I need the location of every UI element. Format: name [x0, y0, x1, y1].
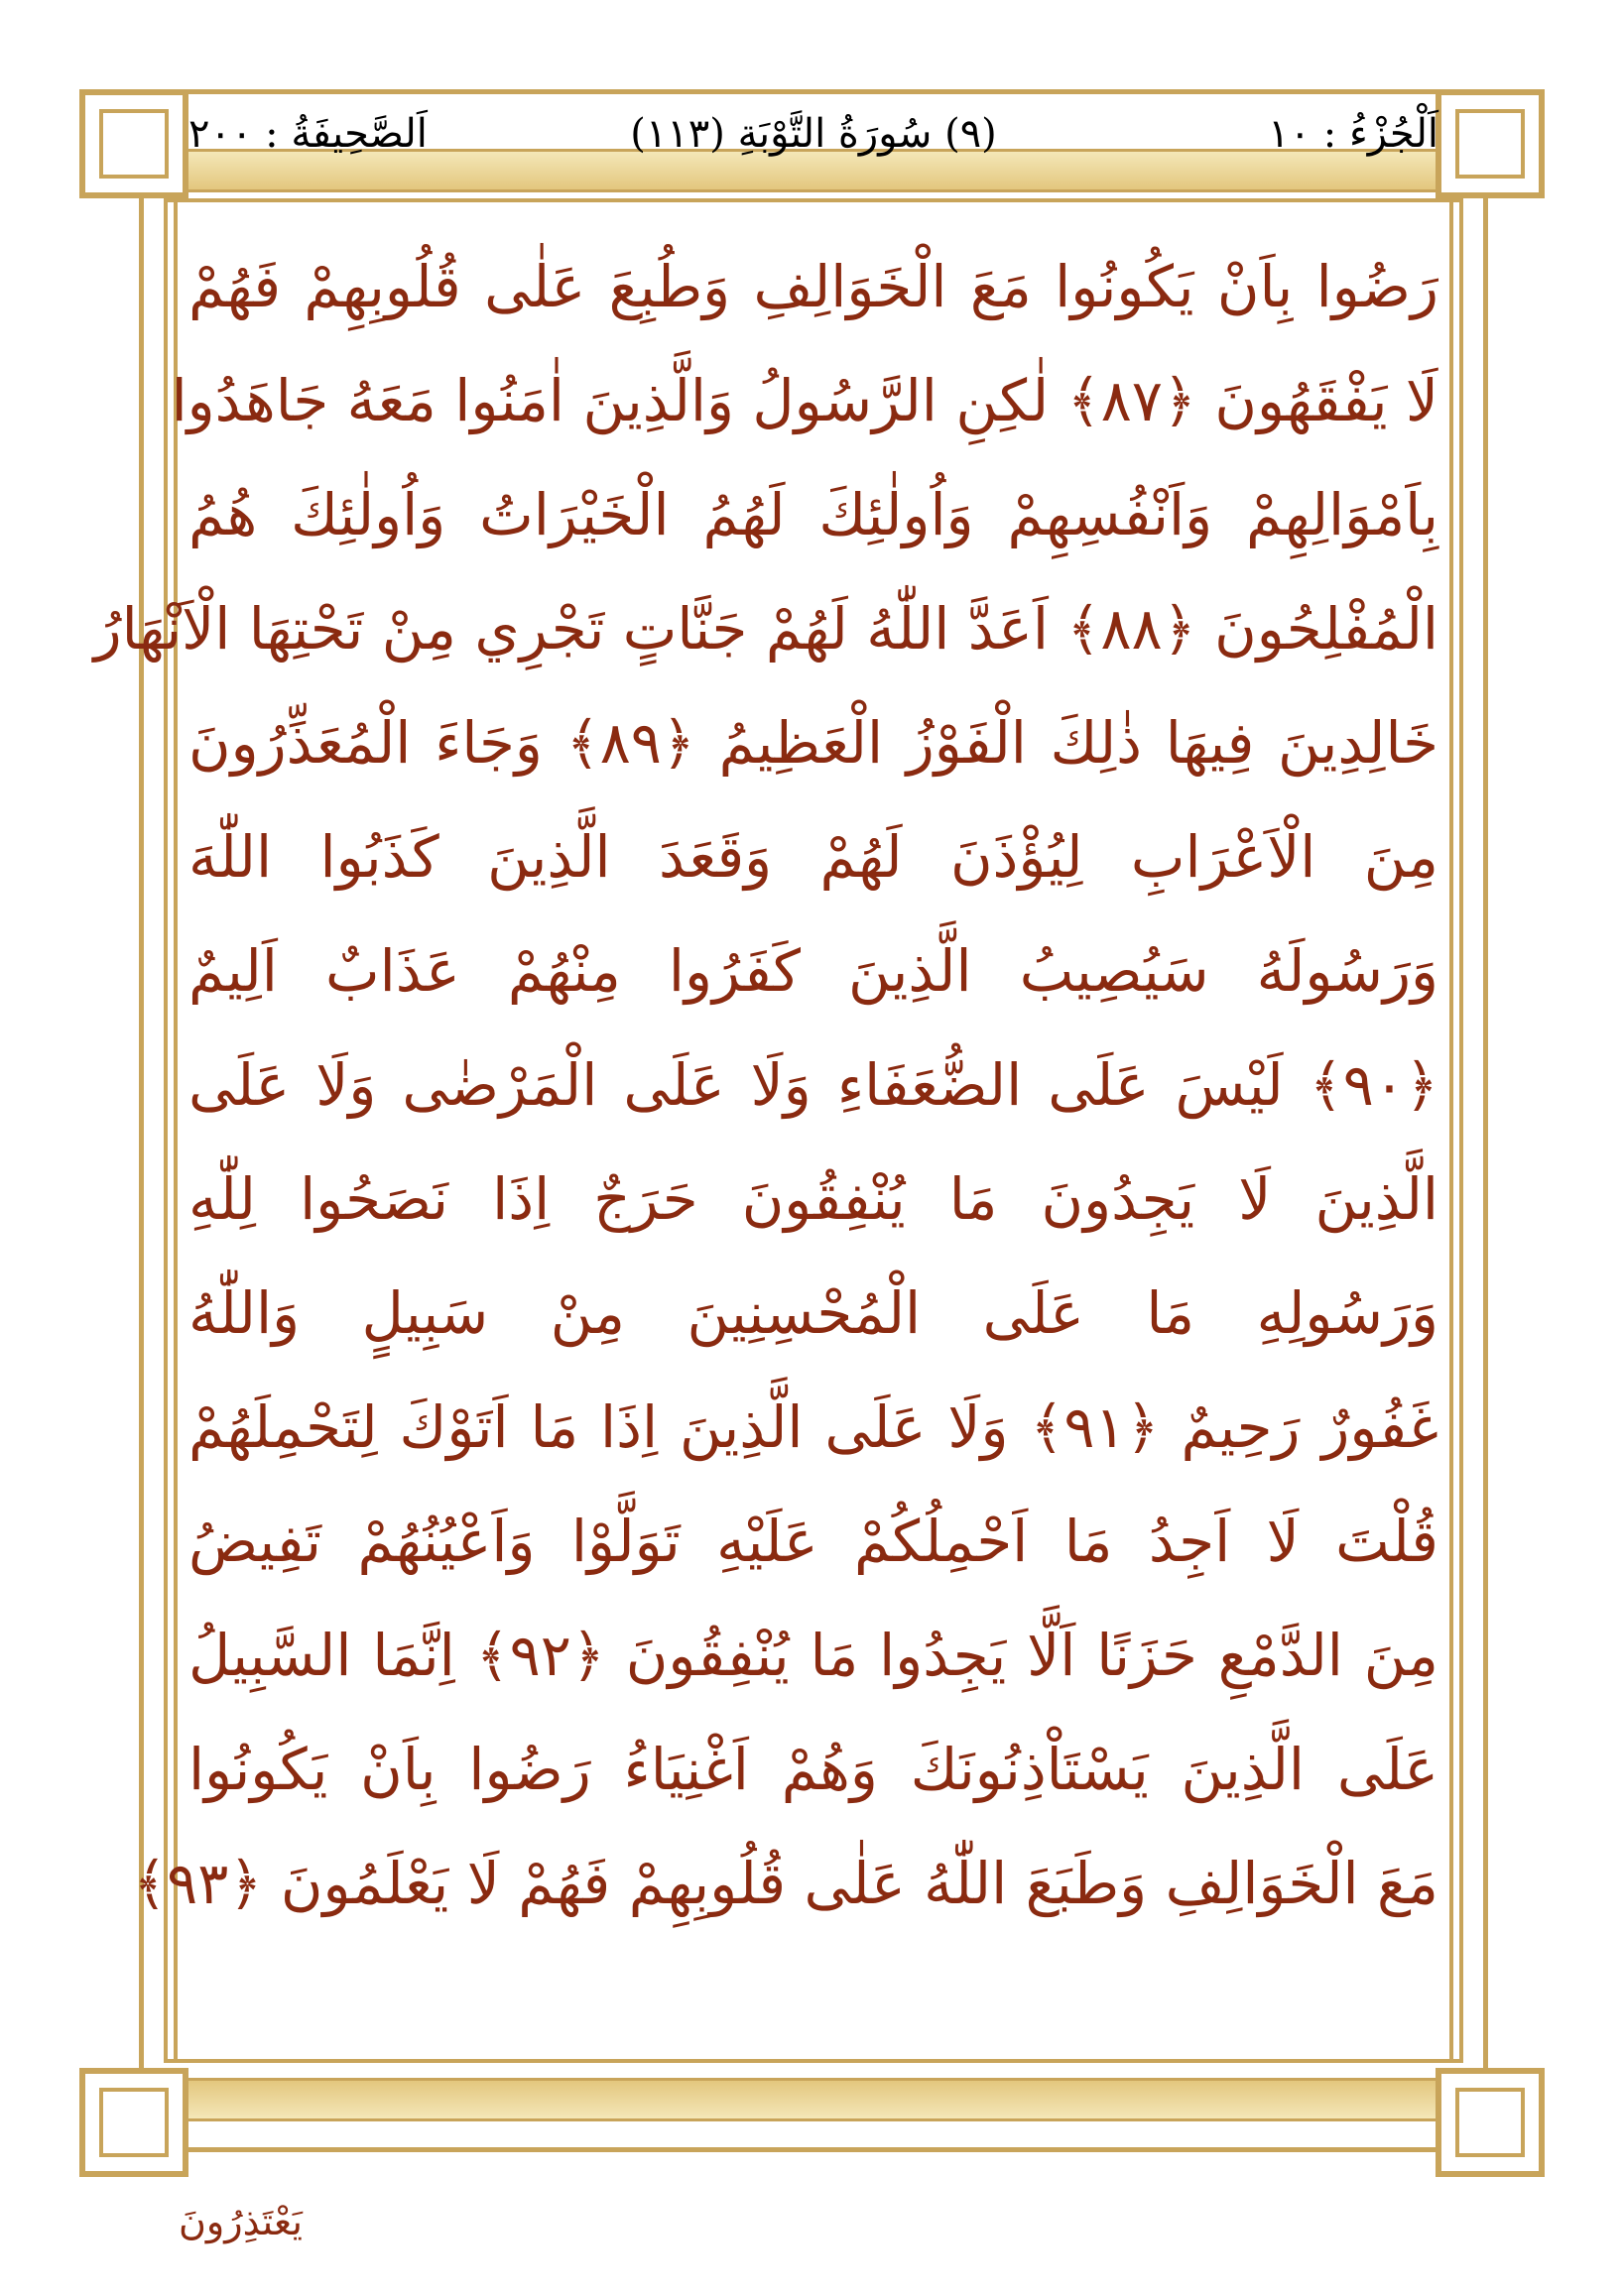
- text-line: بِاَمْوَالِهِمْ وَاَنْفُسِهِمْ وَاُولٰئِكَ لَهُمُ الْخَيْرَاتُ وَاُولٰئِكَ هُمُ: [188, 481, 1438, 548]
- text-line: عَلَى الَّذِينَ يَسْتَاْذِنُونَكَ وَهُمْ اَغْنِيَاءُ رَضُوا بِاَنْ يَكُونُوا: [188, 1736, 1438, 1803]
- text-line: مِنَ الدَّمْعِ حَزَنًا اَلَّا يَجِدُوا مَا يُنْفِقُونَ ﴿٩٢﴾ اِنَّمَا السَّبِيلُ: [188, 1622, 1439, 1689]
- corner-ornament-bottom-right: [1436, 2068, 1545, 2177]
- frame-rule-left: [174, 198, 178, 2063]
- text-line: مَعَ الْخَوَالِفِ وَطَبَعَ اللّٰهُ عَلٰى قُلُوبِهِمْ فَهُمْ لَا يَعْلَمُونَ ﴿٩٣﴾: [133, 1850, 1438, 1917]
- corner-ornament-top-right: [1436, 89, 1545, 198]
- quran-text-block: [93, 230, 1439, 2055]
- corner-ornament-top-left: [79, 89, 188, 198]
- juz-label: اَلْجُزْءُ : ١٠: [1268, 111, 1438, 157]
- surah-label: (٩) سُورَةُ التَّوْبَةِ (١١٣): [630, 111, 997, 157]
- text-line: وَرَسُولَهُ سَيُصِيبُ الَّذِينَ كَفَرُوا مِنْهُمْ عَذَابٌ اَلِيمٌ: [188, 937, 1438, 1005]
- text-line: لَا يَفْقَهُونَ ﴿٨٧﴾ لٰكِنِ الرَّسُولُ وَالَّذِينَ اٰمَنُوا مَعَهُ جَاهَدُوا: [171, 367, 1438, 434]
- text-line: ﴿٩٠﴾ لَيْسَ عَلَى الضُّعَفَاءِ وَلَا عَلَى الْمَرْضٰى وَلَا عَلَى: [188, 1051, 1438, 1119]
- text-line: الَّذِينَ لَا يَجِدُونَ مَا يُنْفِقُونَ حَرَجٌ اِذَا نَصَحُوا لِلّٰهِ: [188, 1165, 1438, 1233]
- footer-band: [164, 2078, 1463, 2121]
- text-line: مِنَ الْاَعْرَابِ لِيُؤْذَنَ لَهُمْ وَقَعَدَ الَّذِينَ كَذَبُوا اللّٰهَ: [188, 823, 1438, 891]
- text-line: خَالِدِينَ فِيهَا ذٰلِكَ الْفَوْزُ الْعَظِيمُ ﴿٨٩﴾ وَجَاءَ الْمُعَذِّرُونَ: [188, 709, 1438, 777]
- page-number-label: اَلصَّحِيفَةُ : ٢٠٠: [188, 111, 428, 157]
- text-line: الْمُفْلِحُونَ ﴿٨٨﴾ اَعَدَّ اللّٰهُ لَهُمْ جَنَّاتٍ تَجْرِي مِنْ تَحْتِهَا الْاَنْهَارُ: [93, 595, 1438, 663]
- text-line: غَفُورٌ رَحِيمٌ ﴿٩١﴾ وَلَا عَلَى الَّذِينَ اِذَا مَا اَتَوْكَ لِتَحْمِلَهُمْ: [188, 1393, 1438, 1461]
- text-line: قُلْتَ لَا اَجِدُ مَا اَحْمِلُكُمْ عَلَيْهِ تَوَلَّوْا وَاَعْيُنُهُمْ تَفِيضُ: [188, 1508, 1438, 1575]
- text-line: وَرَسُولِهِ مَا عَلَى الْمُحْسِنِينَ مِنْ سَبِيلٍ وَاللّٰهُ: [188, 1279, 1438, 1347]
- page-header: [188, 111, 1438, 171]
- catchword: يَعْتَذِرُونَ: [179, 2200, 303, 2243]
- corner-ornament-bottom-left: [79, 2068, 188, 2177]
- frame-rule-right: [1449, 198, 1453, 2063]
- text-line: رَضُوا بِاَنْ يَكُونُوا مَعَ الْخَوَالِفِ وَطُبِعَ عَلٰى قُلُوبِهِمْ فَهُمْ: [188, 253, 1438, 320]
